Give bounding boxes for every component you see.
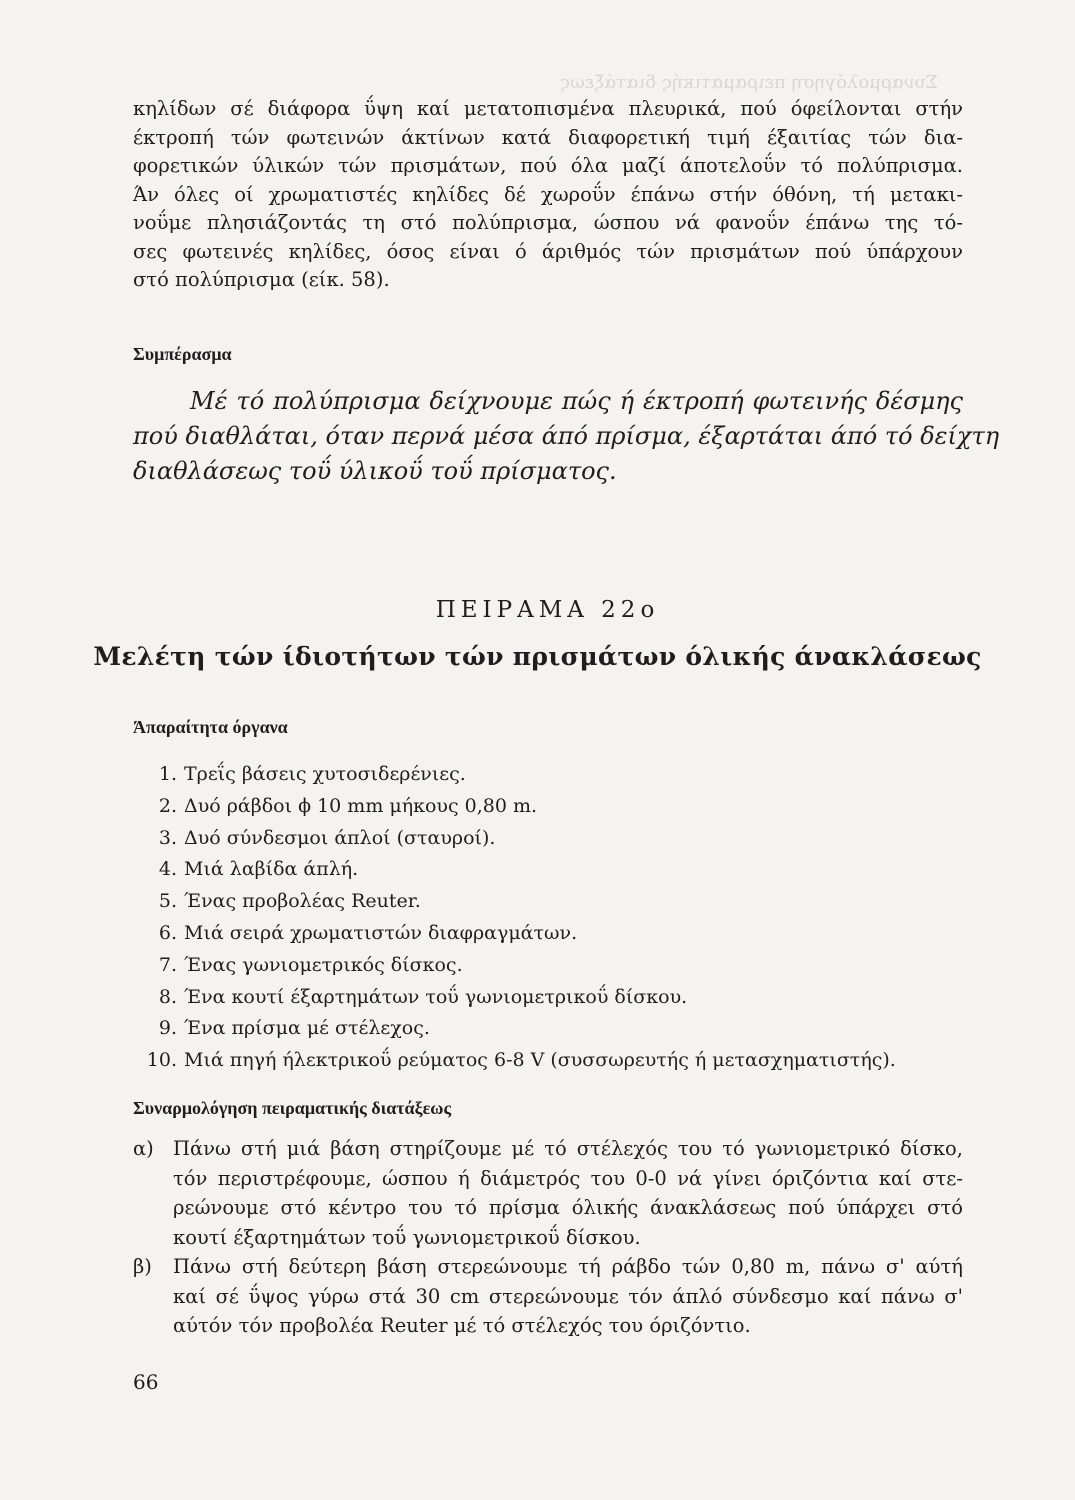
intro-line: νοΰμε πλησιάζοντάς τη στό πολύπρισμα, ώσπου νά φανοΰν έπάνω της τό- bbox=[133, 211, 963, 234]
item-text: Μιά σειρά χρωματιστών διαφραγμάτων. bbox=[184, 921, 578, 944]
item-text: Δυό σύνδεσμοι άπλοί (σταυροί). bbox=[184, 826, 496, 849]
step-line: κουτί έξαρτημάτων τοΰ γωνιομετρικοΰ δίσκου. bbox=[173, 1225, 641, 1249]
conclusion-text bbox=[133, 384, 1000, 489]
item-number: 6. bbox=[158, 921, 177, 944]
step-line: καί σέ ΰψος γύρω στά 30 cm στερεώνουμε τόν άπλό σύνδεσμο καί πάνω σ' bbox=[173, 1284, 963, 1308]
intro-line: σες φωτεινές κηλίδες, όσος είναι ό άριθμός τών πρισμάτων πού ύπάρχουν bbox=[133, 239, 963, 263]
intro-line: στό πολύπρισμα (είκ. 58). bbox=[133, 268, 390, 291]
list-item bbox=[133, 854, 973, 886]
list-item bbox=[133, 1045, 973, 1077]
item-text: Ένας γωνιομετρικός δίσκος. bbox=[184, 953, 463, 976]
page-number: 66 bbox=[133, 1370, 159, 1394]
experiment-label: ΠΕΙΡΑΜΑ 22ο bbox=[435, 597, 660, 623]
list-item bbox=[133, 1013, 973, 1045]
item-text: Ένας προβολέας Reuter. bbox=[184, 890, 421, 913]
list-item bbox=[133, 791, 973, 823]
intro-line: φορετικών ύλικών τών πρισμάτων, πού όλα μαζί άποτελοΰν τό πολύπρισμα. bbox=[133, 154, 963, 177]
list-item bbox=[133, 886, 973, 918]
step-marker: β) bbox=[133, 1255, 152, 1278]
item-text: Μιά λαβίδα άπλή. bbox=[184, 858, 359, 881]
step-line: Πάνω στή μιά βάση στηρίζουμε μέ τό στέλεχός του τό γωνιομετρικό δίσκο, bbox=[173, 1137, 963, 1160]
step-line: τόν περιστρέφουμε, ώσπου ή διάμετρός του 0-0 νά γίνει όριζόντια καί στε- bbox=[173, 1166, 963, 1190]
item-number: 10. bbox=[146, 1049, 177, 1072]
instruments-heading: Άπαραίτητα όργανα bbox=[133, 717, 288, 737]
item-number: 2. bbox=[158, 794, 177, 817]
conclusion-line: Μέ τό πολύπρισμα δείχνουμε πώς ή έκτροπή φωτεινής δέσμης bbox=[190, 387, 963, 415]
step-marker: α) bbox=[133, 1137, 154, 1160]
item-number: 8. bbox=[158, 985, 177, 1008]
item-text: Δυό ράβδοι ϕ 10 mm μήκους 0,80 m. bbox=[184, 794, 538, 817]
list-item bbox=[133, 759, 973, 791]
item-number: 3. bbox=[158, 826, 177, 849]
item-text: Ένα πρίσμα μέ στέλεχος. bbox=[184, 1017, 430, 1040]
item-text: Ένα κουτί έξαρτημάτων τοΰ γωνιομετρικοΰ δίσκου. bbox=[184, 985, 688, 1008]
item-number: 4. bbox=[158, 858, 177, 881]
item-text: Μιά πηγή ήλεκτρικοΰ ρεύματος 6-8 V (συσσωρευτής ή μετασχηματιστής). bbox=[184, 1049, 896, 1072]
assembly-steps bbox=[133, 1134, 963, 1341]
assembly-heading: Συναρμολόγηση πειραματικής διατάξεως bbox=[133, 1098, 452, 1118]
experiment-title: Μελέτη τών ίδιοτήτων τών πρισμάτων όλικής άνακλάσεως bbox=[93, 642, 982, 671]
conclusion-heading: Συμπέρασμα bbox=[133, 344, 232, 364]
step-line: ρεώνουμε στό κέντρο του τό πρίσμα όλικής άνακλάσεως πού ύπάρχει στό bbox=[173, 1196, 963, 1219]
item-number: 7. bbox=[158, 953, 177, 976]
item-text: Τρεΐς βάσεις χυτοσιδερένιες. bbox=[184, 763, 466, 785]
conclusion-line: διαθλάσεως τοΰ ύλικοΰ τοΰ πρίσματος. bbox=[133, 457, 617, 485]
item-number: 1. bbox=[158, 763, 177, 785]
conclusion-line: πού διαθλάται, όταν περνά μέσα άπό πρίσμα, έξαρτάται άπό τό δείχτη bbox=[133, 422, 1000, 450]
list-item bbox=[133, 918, 973, 950]
step-line: αύτόν τόν προβολέα Reuter μέ τό στέλεχός του όριζόντιο. bbox=[173, 1314, 751, 1337]
item-number: 9. bbox=[158, 1017, 177, 1040]
instruments-list bbox=[133, 759, 973, 1077]
intro-line: κηλίδων σέ διάφορα ΰψη καί μετατοπισμένα πλευρικά, πού όφείλονται στήν bbox=[133, 97, 963, 120]
list-item bbox=[133, 982, 973, 1014]
intro-line: έκτροπή τών φωτεινών άκτίνων κατά διαφορετική τιμή έξαιτίας τών δια- bbox=[133, 125, 963, 149]
item-number: 5. bbox=[158, 890, 177, 913]
bleed-through-text: Συναρμολόγηση πειραματικής διατάξεως bbox=[560, 72, 939, 93]
step-line: Πάνω στή δεύτερη βάση στερεώνουμε τή ράβδο τών 0,80 m, πάνω σ' αύτή bbox=[173, 1255, 963, 1278]
assembly-step bbox=[133, 1134, 963, 1252]
intro-paragraph bbox=[133, 95, 963, 295]
list-item bbox=[133, 950, 973, 982]
list-item bbox=[133, 823, 973, 855]
assembly-step bbox=[133, 1252, 963, 1341]
intro-line: Άν όλες οί χρωματιστές κηλίδες δέ χωροΰν έπάνω στήν όθόνη, τή μετακι- bbox=[133, 182, 963, 206]
